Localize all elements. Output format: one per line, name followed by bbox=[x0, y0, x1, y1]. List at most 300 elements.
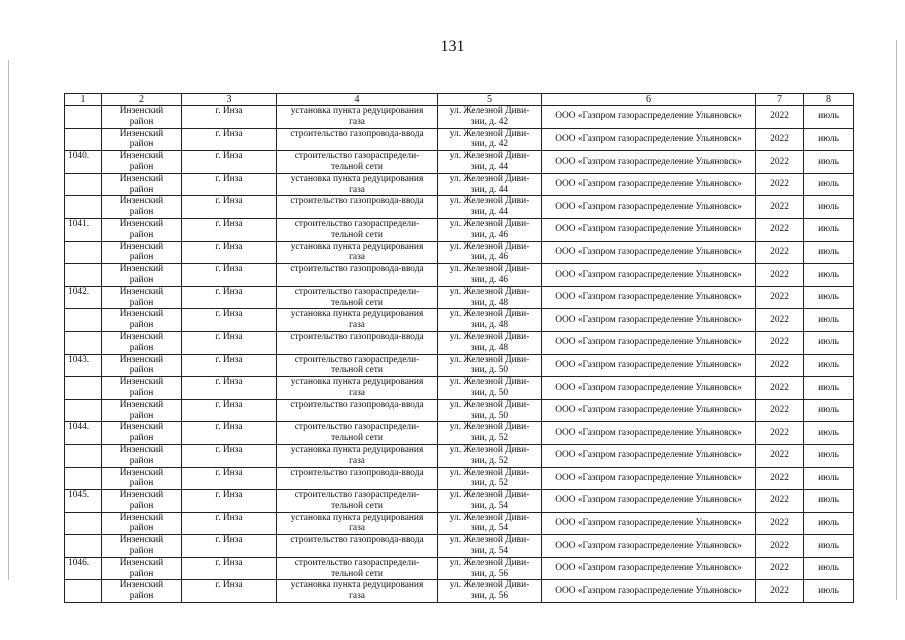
cell-organization: ООО «Газпром газораспределение Ульяновск» bbox=[542, 444, 756, 467]
cell-year: 2022 bbox=[756, 377, 804, 400]
cell-line: ул. Железной Диви- bbox=[449, 580, 530, 591]
cell-address bbox=[438, 354, 542, 377]
cell-year: 2022 bbox=[756, 151, 804, 174]
cell-line: установка пункта редуцирования bbox=[290, 444, 424, 455]
scan-edge-right bbox=[896, 40, 897, 600]
cell-month: июль bbox=[804, 557, 854, 580]
cell-line: район bbox=[129, 387, 154, 398]
cell-line: ул. Железной Диви- bbox=[449, 286, 530, 297]
column-header-7: 7 bbox=[756, 94, 804, 106]
cell-district bbox=[102, 286, 182, 309]
data-table bbox=[64, 93, 854, 603]
cell-organization: ООО «Газпром газораспределение Ульяновск» bbox=[542, 241, 756, 264]
cell-town: г. Инза bbox=[182, 399, 277, 422]
cell-number: 1042. bbox=[65, 286, 102, 309]
cell-district bbox=[102, 467, 182, 490]
cell-work bbox=[277, 286, 438, 309]
cell-line: установка пункта редуцирования bbox=[290, 512, 424, 523]
cell-address bbox=[438, 490, 542, 513]
cell-line: Инзенский bbox=[119, 422, 164, 433]
cell-line: ул. Железной Диви- bbox=[449, 354, 530, 365]
cell-line: ул. Железной Диви- bbox=[449, 128, 530, 139]
cell-year: 2022 bbox=[756, 331, 804, 354]
cell-district bbox=[102, 512, 182, 535]
cell-line: строительство газопровода-ввода bbox=[290, 535, 424, 546]
table-row bbox=[65, 512, 854, 535]
cell-line: Инзенский bbox=[119, 490, 164, 501]
cell-organization: ООО «Газпром газораспределение Ульяновск» bbox=[542, 128, 756, 151]
cell-line: Инзенский bbox=[119, 309, 164, 320]
cell-town: г. Инза bbox=[182, 580, 277, 603]
cell-organization: ООО «Газпром газораспределение Ульяновск» bbox=[542, 354, 756, 377]
cell-line: район bbox=[129, 342, 154, 353]
table-row bbox=[65, 173, 854, 196]
cell-organization: ООО «Газпром газораспределение Ульяновск» bbox=[542, 309, 756, 332]
cell-line: зии, д. 52 bbox=[470, 478, 509, 489]
cell-line: Инзенский bbox=[119, 264, 164, 275]
cell-year: 2022 bbox=[756, 535, 804, 558]
cell-address bbox=[438, 535, 542, 558]
cell-month: июль bbox=[804, 490, 854, 513]
cell-year: 2022 bbox=[756, 580, 804, 603]
table-row bbox=[65, 128, 854, 151]
cell-line: установка пункта редуцирования bbox=[290, 377, 424, 388]
cell-line: зии, д. 54 bbox=[470, 523, 509, 534]
cell-year: 2022 bbox=[756, 354, 804, 377]
column-header-6: 6 bbox=[542, 94, 756, 106]
cell-line: район bbox=[129, 546, 154, 557]
cell-organization: ООО «Газпром газораспределение Ульяновск» bbox=[542, 151, 756, 174]
column-header-8: 8 bbox=[804, 94, 854, 106]
cell-line: район bbox=[129, 500, 154, 511]
cell-line: строительство газораспредели- bbox=[294, 557, 420, 568]
cell-line: зии, д. 42 bbox=[470, 139, 509, 150]
cell-district bbox=[102, 128, 182, 151]
cell-year: 2022 bbox=[756, 557, 804, 580]
table-row bbox=[65, 241, 854, 264]
cell-work bbox=[277, 331, 438, 354]
cell-work bbox=[277, 106, 438, 129]
cell-line: газа bbox=[349, 455, 365, 466]
cell-year: 2022 bbox=[756, 218, 804, 241]
cell-month: июль bbox=[804, 151, 854, 174]
cell-line: зии, д. 52 bbox=[470, 433, 509, 444]
cell-year: 2022 bbox=[756, 286, 804, 309]
cell-address bbox=[438, 557, 542, 580]
cell-line: район bbox=[129, 139, 154, 150]
cell-town: г. Инза bbox=[182, 309, 277, 332]
cell-line: Инзенский bbox=[119, 173, 164, 184]
table-row bbox=[65, 422, 854, 445]
cell-number bbox=[65, 377, 102, 400]
cell-district bbox=[102, 535, 182, 558]
cell-line: зии, д. 44 bbox=[470, 207, 509, 218]
cell-month: июль bbox=[804, 241, 854, 264]
column-header-5: 5 bbox=[438, 94, 542, 106]
table-row bbox=[65, 354, 854, 377]
cell-work bbox=[277, 444, 438, 467]
cell-town: г. Инза bbox=[182, 535, 277, 558]
cell-line: газа bbox=[349, 523, 365, 534]
cell-number bbox=[65, 512, 102, 535]
cell-line: Инзенский bbox=[119, 241, 164, 252]
table-row bbox=[65, 490, 854, 513]
cell-month: июль bbox=[804, 309, 854, 332]
table-row bbox=[65, 399, 854, 422]
cell-organization: ООО «Газпром газораспределение Ульяновск» bbox=[542, 512, 756, 535]
cell-work bbox=[277, 173, 438, 196]
cell-line: тельной сети bbox=[331, 433, 383, 444]
cell-organization: ООО «Газпром газораспределение Ульяновск» bbox=[542, 377, 756, 400]
cell-line: Инзенский bbox=[119, 331, 164, 342]
cell-district bbox=[102, 173, 182, 196]
cell-line: район bbox=[129, 523, 154, 534]
cell-line: Инзенский bbox=[119, 512, 164, 523]
cell-town: г. Инза bbox=[182, 512, 277, 535]
table-row bbox=[65, 286, 854, 309]
cell-district bbox=[102, 399, 182, 422]
cell-year: 2022 bbox=[756, 444, 804, 467]
cell-work bbox=[277, 377, 438, 400]
cell-line: район bbox=[129, 184, 154, 195]
cell-line: ул. Железной Диви- bbox=[449, 467, 530, 478]
cell-month: июль bbox=[804, 196, 854, 219]
cell-town: г. Инза bbox=[182, 467, 277, 490]
cell-work bbox=[277, 467, 438, 490]
cell-organization: ООО «Газпром газораспределение Ульяновск» bbox=[542, 331, 756, 354]
cell-line: строительство газопровода-ввода bbox=[290, 331, 424, 342]
cell-work bbox=[277, 264, 438, 287]
cell-line: Инзенский bbox=[119, 444, 164, 455]
cell-address bbox=[438, 422, 542, 445]
cell-town: г. Инза bbox=[182, 196, 277, 219]
cell-line: строительство газопровода-ввода bbox=[290, 467, 424, 478]
cell-month: июль bbox=[804, 399, 854, 422]
cell-line: район bbox=[129, 297, 154, 308]
cell-district bbox=[102, 241, 182, 264]
cell-line: строительство газораспредели- bbox=[294, 422, 420, 433]
cell-number: 1046. bbox=[65, 557, 102, 580]
cell-line: район bbox=[129, 161, 154, 172]
cell-line: зии, д. 54 bbox=[470, 500, 509, 511]
cell-number bbox=[65, 241, 102, 264]
cell-line: зии, д. 46 bbox=[470, 229, 509, 240]
cell-organization: ООО «Газпром газораспределение Ульяновск» bbox=[542, 106, 756, 129]
table-row bbox=[65, 467, 854, 490]
cell-work bbox=[277, 354, 438, 377]
cell-work bbox=[277, 218, 438, 241]
cell-line: ул. Железной Диви- bbox=[449, 444, 530, 455]
cell-line: строительство газопровода-ввода bbox=[290, 399, 424, 410]
cell-town: г. Инза bbox=[182, 264, 277, 287]
cell-town: г. Инза bbox=[182, 490, 277, 513]
cell-line: Инзенский bbox=[119, 286, 164, 297]
cell-line: ул. Железной Диви- bbox=[449, 151, 530, 162]
column-header-2: 2 bbox=[102, 94, 182, 106]
cell-year: 2022 bbox=[756, 241, 804, 264]
cell-organization: ООО «Газпром газораспределение Ульяновск» bbox=[542, 580, 756, 603]
cell-line: зии, д. 46 bbox=[470, 252, 509, 263]
cell-address bbox=[438, 444, 542, 467]
cell-number bbox=[65, 309, 102, 332]
table-row bbox=[65, 309, 854, 332]
cell-month: июль bbox=[804, 128, 854, 151]
cell-line: Инзенский bbox=[119, 377, 164, 388]
cell-line: тельной сети bbox=[331, 229, 383, 240]
cell-work bbox=[277, 196, 438, 219]
cell-line: строительство газораспредели- bbox=[294, 286, 420, 297]
table-row bbox=[65, 106, 854, 129]
cell-organization: ООО «Газпром газораспределение Ульяновск» bbox=[542, 557, 756, 580]
cell-line: зии, д. 42 bbox=[470, 116, 509, 127]
cell-line: ул. Железной Диви- bbox=[449, 241, 530, 252]
cell-line: строительство газораспредели- bbox=[294, 151, 420, 162]
cell-organization: ООО «Газпром газораспределение Ульяновск» bbox=[542, 286, 756, 309]
cell-line: зии, д. 44 bbox=[470, 161, 509, 172]
cell-district bbox=[102, 151, 182, 174]
cell-address bbox=[438, 286, 542, 309]
cell-address bbox=[438, 264, 542, 287]
cell-number bbox=[65, 580, 102, 603]
cell-number bbox=[65, 264, 102, 287]
cell-line: ул. Железной Диви- bbox=[449, 399, 530, 410]
cell-month: июль bbox=[804, 512, 854, 535]
cell-number: 1044. bbox=[65, 422, 102, 445]
cell-line: строительство газораспредели- bbox=[294, 490, 420, 501]
cell-town: г. Инза bbox=[182, 422, 277, 445]
cell-district bbox=[102, 580, 182, 603]
table-row bbox=[65, 557, 854, 580]
cell-line: строительство газораспредели- bbox=[294, 354, 420, 365]
cell-town: г. Инза bbox=[182, 286, 277, 309]
cell-line: тельной сети bbox=[331, 568, 383, 579]
cell-organization: ООО «Газпром газораспределение Ульяновск» bbox=[542, 218, 756, 241]
cell-town: г. Инза bbox=[182, 173, 277, 196]
cell-line: Инзенский bbox=[119, 106, 164, 116]
table-row bbox=[65, 151, 854, 174]
cell-line: установка пункта редуцирования bbox=[290, 106, 424, 116]
cell-line: Инзенский bbox=[119, 218, 164, 229]
cell-line: ул. Железной Диви- bbox=[449, 512, 530, 523]
cell-town: г. Инза bbox=[182, 128, 277, 151]
table-row bbox=[65, 535, 854, 558]
cell-line: тельной сети bbox=[331, 297, 383, 308]
cell-district bbox=[102, 444, 182, 467]
cell-year: 2022 bbox=[756, 422, 804, 445]
cell-year: 2022 bbox=[756, 399, 804, 422]
cell-line: Инзенский bbox=[119, 151, 164, 162]
column-header-1: 1 bbox=[65, 94, 102, 106]
cell-month: июль bbox=[804, 173, 854, 196]
cell-organization: ООО «Газпром газораспределение Ульяновск» bbox=[542, 196, 756, 219]
cell-address bbox=[438, 399, 542, 422]
column-header-4: 4 bbox=[277, 94, 438, 106]
cell-line: тельной сети bbox=[331, 500, 383, 511]
cell-line: ул. Железной Диви- bbox=[449, 218, 530, 229]
cell-number: 1043. bbox=[65, 354, 102, 377]
cell-address bbox=[438, 241, 542, 264]
scan-edge-left bbox=[8, 60, 9, 580]
cell-line: зии, д. 50 bbox=[470, 387, 509, 398]
cell-line: газа bbox=[349, 320, 365, 331]
cell-line: Инзенский bbox=[119, 467, 164, 478]
cell-line: строительство газопровода-ввода bbox=[290, 196, 424, 207]
cell-district bbox=[102, 196, 182, 219]
cell-work bbox=[277, 535, 438, 558]
cell-line: ул. Железной Диви- bbox=[449, 331, 530, 342]
cell-month: июль bbox=[804, 444, 854, 467]
cell-line: установка пункта редуцирования bbox=[290, 241, 424, 252]
cell-month: июль bbox=[804, 264, 854, 287]
cell-line: строительство газопровода-ввода bbox=[290, 264, 424, 275]
cell-district bbox=[102, 377, 182, 400]
cell-year: 2022 bbox=[756, 490, 804, 513]
cell-line: газа bbox=[349, 252, 365, 263]
cell-work bbox=[277, 580, 438, 603]
cell-month: июль bbox=[804, 377, 854, 400]
cell-number bbox=[65, 444, 102, 467]
cell-address bbox=[438, 512, 542, 535]
cell-line: зии, д. 48 bbox=[470, 342, 509, 353]
cell-line: ул. Железной Диви- bbox=[449, 309, 530, 320]
cell-work bbox=[277, 422, 438, 445]
cell-line: район bbox=[129, 274, 154, 285]
cell-town: г. Инза bbox=[182, 444, 277, 467]
cell-town: г. Инза bbox=[182, 241, 277, 264]
cell-line: ул. Железной Диви- bbox=[449, 490, 530, 501]
cell-line: зии, д. 54 bbox=[470, 546, 509, 557]
cell-address bbox=[438, 196, 542, 219]
cell-line: ул. Железной Диви- bbox=[449, 106, 530, 116]
cell-line: ул. Железной Диви- bbox=[449, 422, 530, 433]
cell-address bbox=[438, 218, 542, 241]
cell-line: установка пункта редуцирования bbox=[290, 309, 424, 320]
cell-organization: ООО «Газпром газораспределение Ульяновск» bbox=[542, 467, 756, 490]
cell-year: 2022 bbox=[756, 128, 804, 151]
cell-address bbox=[438, 580, 542, 603]
cell-line: район bbox=[129, 433, 154, 444]
cell-work bbox=[277, 241, 438, 264]
cell-organization: ООО «Газпром газораспределение Ульяновск» bbox=[542, 173, 756, 196]
cell-line: газа bbox=[349, 184, 365, 195]
cell-district bbox=[102, 490, 182, 513]
table-header-row bbox=[65, 94, 854, 106]
cell-town: г. Инза bbox=[182, 377, 277, 400]
cell-address bbox=[438, 106, 542, 129]
cell-line: строительство газопровода-ввода bbox=[290, 128, 424, 139]
cell-year: 2022 bbox=[756, 467, 804, 490]
cell-line: район bbox=[129, 252, 154, 263]
cell-month: июль bbox=[804, 286, 854, 309]
cell-line: тельной сети bbox=[331, 365, 383, 376]
cell-month: июль bbox=[804, 580, 854, 603]
cell-line: район bbox=[129, 365, 154, 376]
cell-line: Инзенский bbox=[119, 580, 164, 591]
table-row bbox=[65, 377, 854, 400]
cell-work bbox=[277, 490, 438, 513]
cell-address bbox=[438, 151, 542, 174]
cell-line: ул. Железной Диви- bbox=[449, 196, 530, 207]
cell-month: июль bbox=[804, 535, 854, 558]
cell-line: установка пункта редуцирования bbox=[290, 580, 424, 591]
cell-line: Инзенский bbox=[119, 128, 164, 139]
cell-town: г. Инза bbox=[182, 151, 277, 174]
cell-line: ул. Железной Диви- bbox=[449, 535, 530, 546]
cell-year: 2022 bbox=[756, 106, 804, 129]
cell-address bbox=[438, 309, 542, 332]
cell-line: зии, д. 56 bbox=[470, 591, 509, 602]
cell-line: Инзенский bbox=[119, 196, 164, 207]
cell-number bbox=[65, 331, 102, 354]
cell-line: зии, д. 56 bbox=[470, 568, 509, 579]
table-row bbox=[65, 580, 854, 603]
cell-address bbox=[438, 467, 542, 490]
table-row bbox=[65, 218, 854, 241]
cell-address bbox=[438, 331, 542, 354]
cell-address bbox=[438, 377, 542, 400]
table-body bbox=[65, 106, 854, 603]
cell-number: 1040. bbox=[65, 151, 102, 174]
cell-line: зии, д. 44 bbox=[470, 184, 509, 195]
cell-district bbox=[102, 218, 182, 241]
cell-work bbox=[277, 128, 438, 151]
cell-organization: ООО «Газпром газораспределение Ульяновск» bbox=[542, 535, 756, 558]
cell-organization: ООО «Газпром газораспределение Ульяновск» bbox=[542, 422, 756, 445]
cell-year: 2022 bbox=[756, 512, 804, 535]
cell-line: строительство газораспредели- bbox=[294, 218, 420, 229]
cell-line: установка пункта редуцирования bbox=[290, 173, 424, 184]
cell-number bbox=[65, 196, 102, 219]
table-row bbox=[65, 331, 854, 354]
cell-year: 2022 bbox=[756, 173, 804, 196]
cell-work bbox=[277, 309, 438, 332]
cell-line: район bbox=[129, 320, 154, 331]
cell-district bbox=[102, 354, 182, 377]
cell-district bbox=[102, 309, 182, 332]
cell-number bbox=[65, 467, 102, 490]
cell-year: 2022 bbox=[756, 264, 804, 287]
cell-organization: ООО «Газпром газораспределение Ульяновск» bbox=[542, 490, 756, 513]
cell-line: зии, д. 48 bbox=[470, 297, 509, 308]
cell-work bbox=[277, 151, 438, 174]
cell-number bbox=[65, 535, 102, 558]
cell-line: газа bbox=[349, 116, 365, 127]
cell-work bbox=[277, 557, 438, 580]
cell-organization: ООО «Газпром газораспределение Ульяновск» bbox=[542, 264, 756, 287]
cell-number bbox=[65, 173, 102, 196]
cell-town: г. Инза bbox=[182, 354, 277, 377]
cell-work bbox=[277, 512, 438, 535]
cell-month: июль bbox=[804, 467, 854, 490]
cell-line: ул. Железной Диви- bbox=[449, 557, 530, 568]
cell-town: г. Инза bbox=[182, 106, 277, 129]
cell-month: июль bbox=[804, 218, 854, 241]
cell-line: Инзенский bbox=[119, 535, 164, 546]
cell-line: зии, д. 50 bbox=[470, 410, 509, 421]
cell-line: район bbox=[129, 591, 154, 602]
cell-number: 1041. bbox=[65, 218, 102, 241]
cell-year: 2022 bbox=[756, 196, 804, 219]
cell-district bbox=[102, 422, 182, 445]
cell-line: газа bbox=[349, 591, 365, 602]
cell-line: тельной сети bbox=[331, 161, 383, 172]
cell-town: г. Инза bbox=[182, 218, 277, 241]
cell-town: г. Инза bbox=[182, 331, 277, 354]
cell-line: Инзенский bbox=[119, 399, 164, 410]
table-row bbox=[65, 196, 854, 219]
cell-town: г. Инза bbox=[182, 557, 277, 580]
cell-line: район bbox=[129, 568, 154, 579]
